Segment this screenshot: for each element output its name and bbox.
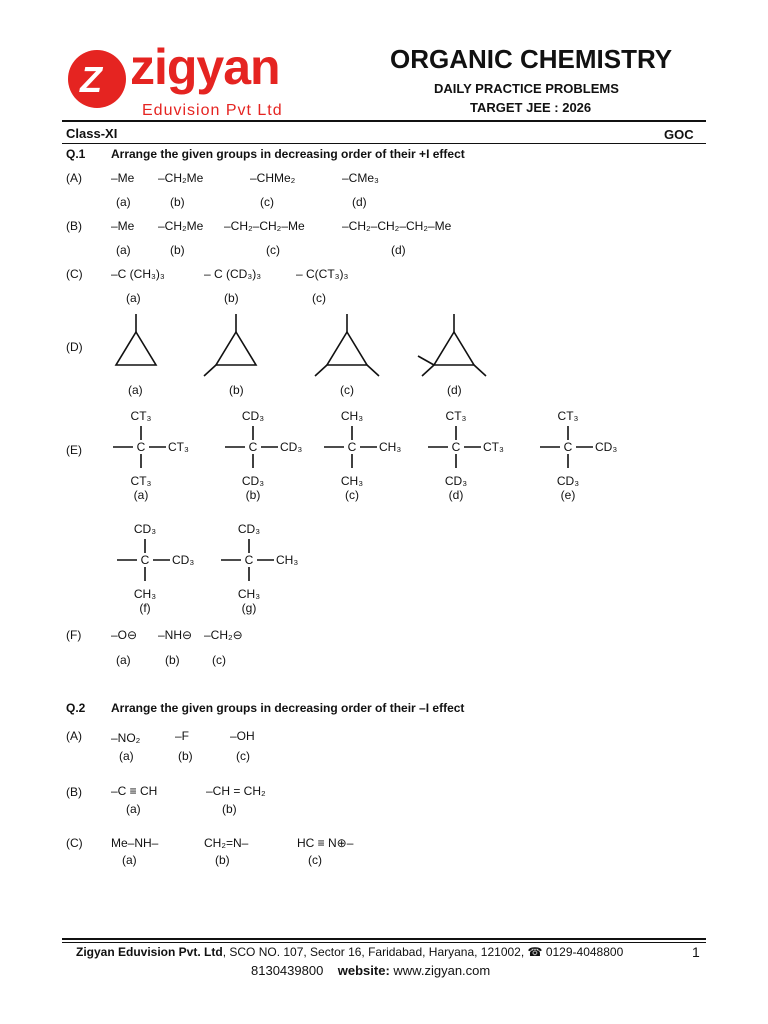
footer-company: Zigyan Eduvision Pvt. Ltd (76, 945, 223, 959)
option-letter: (b) (178, 749, 193, 763)
option-letter: (b) (224, 291, 239, 305)
option-letter: (c) (260, 195, 274, 209)
option-item: –CHMe₂ (250, 171, 296, 185)
option-letter: (a) (116, 195, 131, 209)
option-letter: (b) (170, 243, 185, 257)
footer-line-2 (251, 963, 490, 978)
page-title: ORGANIC CHEMISTRY (390, 44, 673, 74)
option-letter: (c) (340, 383, 354, 397)
part-label: (D) (66, 340, 83, 354)
central-carbon: C (136, 440, 146, 454)
option-letter: (e) (560, 488, 576, 502)
part-label: (C) (66, 267, 83, 281)
part-label: (B) (66, 785, 82, 799)
subtitle-dpp: DAILY PRACTICE PROBLEMS (434, 81, 619, 96)
substituent-right: CH₃ (379, 440, 402, 454)
option-item: –Me (111, 171, 135, 185)
option-letter: (b) (165, 653, 180, 667)
option-letter: (d) (352, 195, 367, 209)
option-letter: (d) (447, 383, 462, 397)
part-label: (A) (66, 729, 82, 743)
substituent-top: CT₃ (130, 409, 152, 423)
option-letter: (c) (345, 488, 359, 502)
option-item: Me–NH– (111, 836, 159, 850)
central-carbon: C (563, 440, 573, 454)
central-carbon: C (244, 553, 254, 567)
option-item: –F (175, 729, 190, 743)
option-letter: (a) (126, 802, 141, 816)
question-text: Arrange the given groups in decreasing order of their +I effect (111, 147, 465, 161)
substituent-top: CT₃ (557, 409, 579, 423)
option-letter: (g) (241, 601, 257, 615)
central-carbon: C (248, 440, 258, 454)
option-item: –CH₂Me (158, 171, 204, 185)
footer-address: , SCO NO. 107, Sector 16, Faridabad, Haryana, 121002, (222, 945, 525, 959)
option-letter: (a) (126, 291, 141, 305)
substituent-bottom: CH₃ (237, 587, 261, 601)
substituent-right: CD₃ (280, 440, 303, 454)
option-item: – C(CT₃)₃ (296, 267, 349, 281)
substituent-bottom: CD₃ (556, 474, 580, 488)
option-item: –Me (111, 219, 135, 233)
option-item: –CH₂⊖ (204, 628, 243, 642)
substituent-top: CD₃ (237, 522, 261, 536)
substituent-top: CD₃ (241, 409, 265, 423)
option-letter: (c) (308, 853, 322, 867)
option-item: –NO₂ (111, 731, 141, 745)
carbon-structure (96, 407, 216, 517)
central-carbon: C (140, 553, 150, 567)
option-letter: (a) (116, 653, 131, 667)
option-letter: (c) (266, 243, 280, 257)
part-label: (C) (66, 836, 83, 850)
option-item: –CH₂Me (158, 219, 204, 233)
substituent-bottom: CT₃ (130, 474, 152, 488)
option-item: HC ≡ N⊕– (297, 836, 354, 850)
footer-phone-1: 0129-4048800 (545, 945, 624, 959)
website-link[interactable]: www.zigyan.com (393, 963, 491, 978)
option-item: CH₂=N– (204, 836, 249, 850)
part-label: (B) (66, 219, 82, 233)
subtitle-target: TARGET JEE : 2026 (470, 100, 592, 115)
page-number: 1 (692, 944, 700, 960)
substituent-top: CT₃ (445, 409, 467, 423)
substituent-right: CT₃ (168, 440, 189, 454)
substituent-top: CH₃ (340, 409, 364, 423)
option-letter: (b) (222, 802, 237, 816)
footer-phone-2: 8130439800 (251, 963, 324, 978)
question-number: Q.2 (66, 701, 86, 715)
substituent-right: CD₃ (595, 440, 618, 454)
option-letter: (c) (312, 291, 326, 305)
carbon-structure (307, 407, 427, 517)
part-label: (E) (66, 443, 82, 457)
svg-text:Z: Z (80, 59, 102, 100)
logo-tagline: Eduvision Pvt Ltd (142, 102, 283, 119)
option-letter: (a) (128, 383, 143, 397)
question-number: Q.1 (66, 147, 86, 161)
option-letter: (a) (119, 749, 134, 763)
carbon-structure (411, 407, 531, 517)
part-label: (F) (66, 628, 82, 642)
substituent-bottom: CH₃ (133, 587, 157, 601)
substituent-bottom: CD₃ (444, 474, 468, 488)
option-item: – C (CD₃)₃ (204, 267, 262, 281)
option-letter: (c) (212, 653, 226, 667)
substituent-bottom: CH₃ (340, 474, 364, 488)
topic-label: GOC (664, 127, 694, 142)
question-text: Arrange the given groups in decreasing order of their –I effect (111, 701, 465, 715)
option-letter: (b) (215, 853, 230, 867)
option-letter: (d) (448, 488, 464, 502)
option-item: –C (CH₃)₃ (111, 267, 165, 281)
part-label: (A) (66, 171, 82, 185)
option-letter: (b) (229, 383, 244, 397)
substituent-bottom: CD₃ (241, 474, 265, 488)
option-letter: (d) (391, 243, 406, 257)
footer-rule (62, 938, 706, 940)
footer-line-1 (76, 945, 623, 959)
central-carbon: C (347, 440, 357, 454)
option-letter: (a) (133, 488, 149, 502)
option-item: –OH (230, 729, 255, 743)
class-label: Class-XI (66, 126, 118, 141)
option-item: –CMe₃ (342, 171, 379, 185)
option-letter: (b) (170, 195, 185, 209)
substituent-right: CD₃ (172, 553, 195, 567)
carbon-structure (523, 407, 643, 517)
option-item: –CH₂–CH₂–Me (224, 219, 305, 233)
website-label: website: (337, 963, 390, 978)
carbon-structure (100, 520, 220, 630)
option-item: –C ≡ CH (111, 784, 158, 798)
substituent-right: CT₃ (483, 440, 504, 454)
carbon-structure (204, 520, 324, 630)
substituent-top: CD₃ (133, 522, 157, 536)
phone-icon: ☎ (527, 945, 543, 959)
option-item: –CH₂–CH₂–CH₂–Me (342, 219, 452, 233)
option-item: –O⊖ (111, 628, 138, 642)
substituent-right: CH₃ (276, 553, 299, 567)
footer-rule-2 (62, 942, 706, 943)
option-letter: (a) (122, 853, 137, 867)
option-letter: (c) (236, 749, 250, 763)
option-letter: (a) (116, 243, 131, 257)
central-carbon: C (451, 440, 461, 454)
option-letter: (f) (139, 601, 151, 615)
option-item: –NH⊖ (158, 628, 193, 642)
logo-wordmark: zigyan (130, 39, 280, 95)
option-letter: (b) (245, 488, 261, 502)
option-item: –CH = CH₂ (206, 784, 266, 798)
